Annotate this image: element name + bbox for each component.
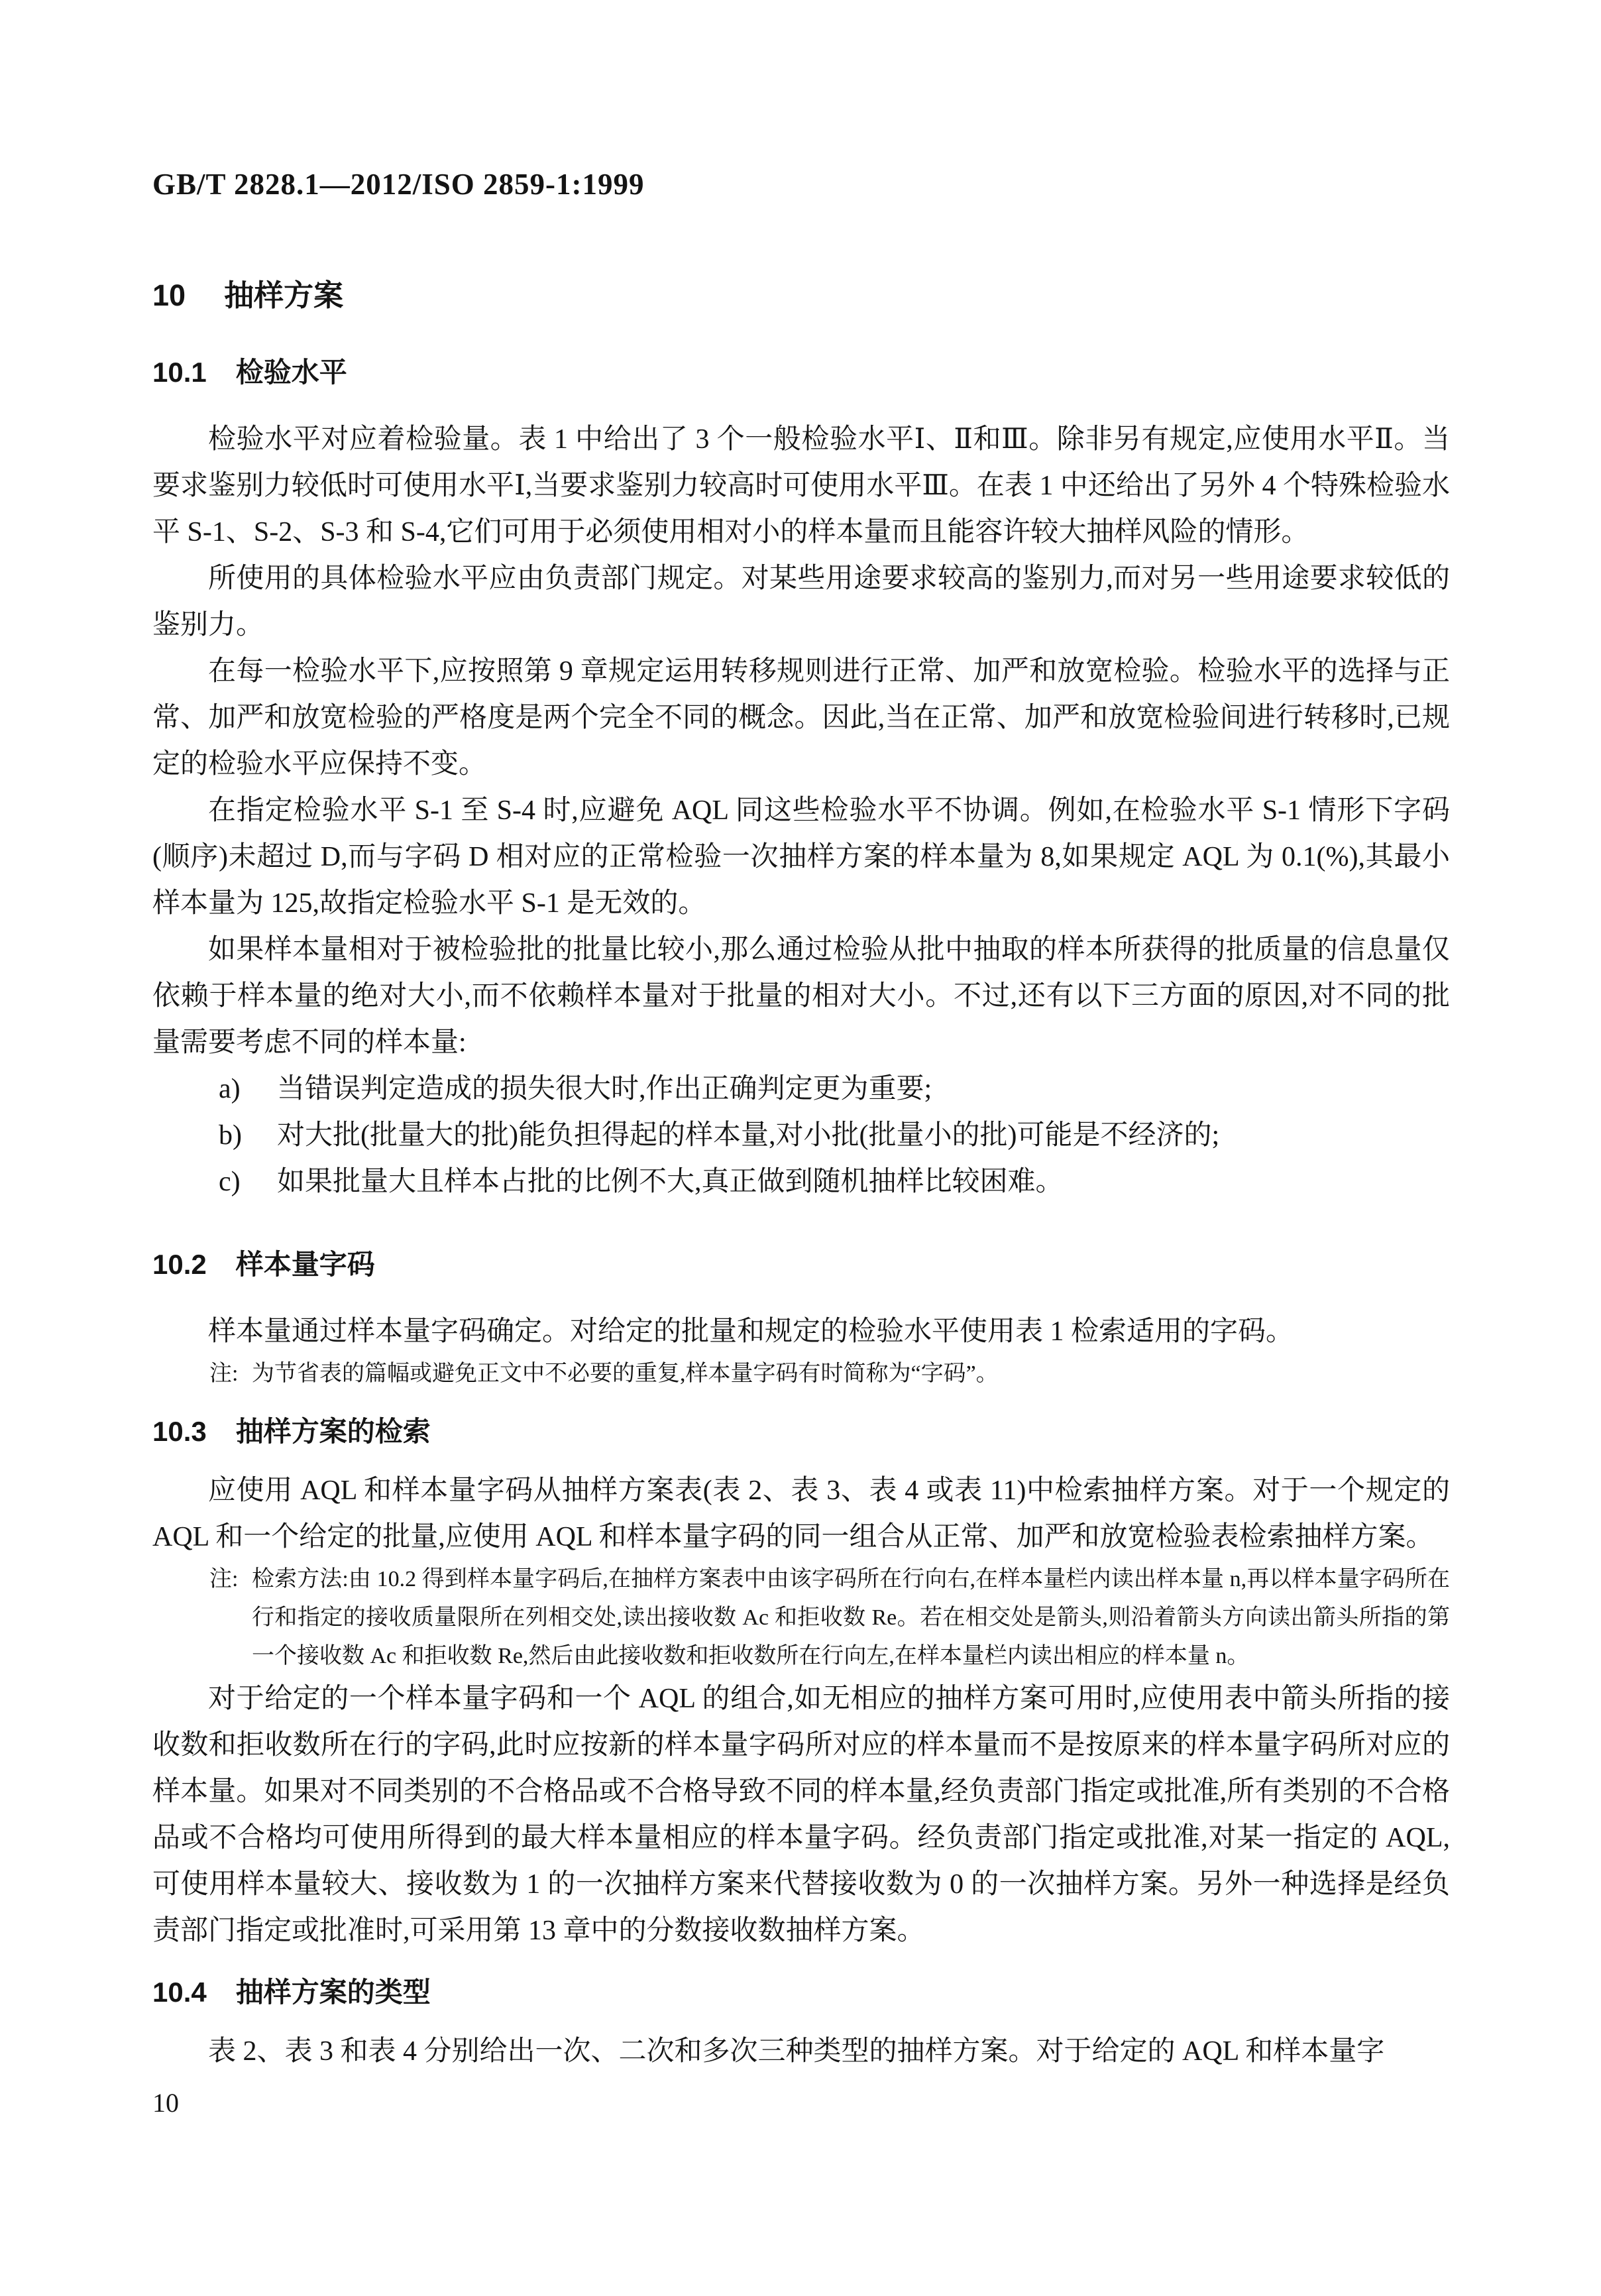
section-heading-10-2 xyxy=(152,1247,1450,1282)
list-item-text: 对大批(批量大的批)能负担得起的样本量,对小批(批量小的批)可能是不经济的; xyxy=(277,1120,1220,1151)
section-number: 10.1 xyxy=(152,357,207,388)
list-item xyxy=(152,1066,1450,1112)
list-item-text: 当错误判定造成的损失很大时,作出正确判定更为重要; xyxy=(277,1074,932,1104)
section-title: 检验水平 xyxy=(235,357,347,388)
running-header xyxy=(152,167,645,201)
paragraph: 在指定检验水平 S-1 至 S-4 时,应避免 AQL 同这些检验水平不协调。例如,在检验水平 S-1 情形下字码(顺序)未超过 D,而与字码 D 相对应的正常检验一次抽样方案的样本量为 8,如果规定 AQL 为 0.1(%),其最小样本量为 125,故指定检验水平 S-1 是无效的。 xyxy=(152,795,1450,919)
list-item xyxy=(152,1159,1450,1205)
reason-list xyxy=(152,1066,1450,1205)
paragraph: 所使用的具体检验水平应由负责部门规定。对某些用途要求较高的鉴别力,而对另一些用途要求较低的鉴别力。 xyxy=(152,563,1450,640)
note-text: 检索方法:由 10.2 得到样本量字码后,在抽样方案表中由该字码所在行向右,在样本量栏内读出样本量 n,再以样本量字码所在行和指定的接收质量限所在列相交处,读出接收数 Ac 和拒收数 Re。若在相交处是箭头,则沿着箭头方向读出箭头所指的第一个接收数 Ac 和拒收数 Re,然后由此接收数和拒收数所在行向左,在样本量栏内读出相应的样本量 n。 xyxy=(252,1567,1450,1668)
section-heading-10-4 xyxy=(152,1975,1450,2010)
list-item xyxy=(152,1112,1450,1159)
page-number: 10 xyxy=(152,2088,179,2118)
paragraph: 表 2、表 3 和表 4 分别给出一次、二次和多次三种类型的抽样方案。对于给定的 AQL 和样本量字 xyxy=(208,2036,1385,2067)
note-label: 注: xyxy=(209,1567,239,1591)
list-item-label: b) xyxy=(219,1120,242,1151)
chapter-title: 抽样方案 xyxy=(224,278,344,312)
section-heading-10-3 xyxy=(152,1414,1450,1449)
paragraph: 在每一检验水平下,应按照第 9 章规定运用转移规则进行正常、加严和放宽检验。检验水平的选择与正常、加严和放宽检验的严格度是两个完全不同的概念。因此,当在正常、加严和放宽检验间进行转移时,已规定的检验水平应保持不变。 xyxy=(152,656,1450,779)
note xyxy=(152,1355,1450,1393)
list-item-text: 如果批量大且样本占批的比例不大,真正做到随机抽样比较困难。 xyxy=(277,1167,1064,1197)
section-number: 10.2 xyxy=(152,1249,207,1280)
chapter-number: 10 xyxy=(152,278,186,312)
section-title: 抽样方案的类型 xyxy=(235,1977,431,2008)
paragraph: 如果样本量相对于被检验批的批量比较小,那么通过检验从批中抽取的样本所获得的批质量的信息量仅依赖于样本量的绝对大小,而不依赖样本量对于批量的相对大小。不过,还有以下三方面的原因,对不同的批量需要考虑不同的样本量: xyxy=(152,935,1450,1058)
page-content xyxy=(152,200,1450,2120)
note xyxy=(152,1560,1450,1676)
section-title: 样本量字码 xyxy=(235,1249,375,1280)
note-text: 为节省表的篇幅或避免正文中不必要的重复,样本量字码有时简称为“字码”。 xyxy=(252,1361,999,1386)
section-heading-10-1 xyxy=(152,355,1450,390)
paragraph: 样本量通过样本量字码确定。对给定的批量和规定的检验水平使用表 1 检索适用的字码。 xyxy=(208,1316,1294,1347)
section-title: 抽样方案的检索 xyxy=(235,1416,431,1447)
paragraph: 对于给定的一个样本量字码和一个 AQL 的组合,如无相应的抽样方案可用时,应使用表中箭头所指的接收数和拒收数所在行的字码,此时应按新的样本量字码所对应的样本量而不是按原来的样本量字码所对应的样本量。如果对不同类别的不合格品或不合格导致不同的样本量,经负责部门指定或批准,所有类别的不合格品或不合格均可使用所得到的最大样本量相应的样本量字码。经负责部门指定或批准,对某一指定的 AQL,可使用样本量较大、接收数为 1 的一次抽样方案来代替接收数为 0 的一次抽样方案。另外一种选择是经负责部门指定或批准时,可采用第 13 章中的分数接收数抽样方案。 xyxy=(152,1684,1450,1946)
standard-code: GB/T 2828.1—2012/ISO 2859-1:1999 xyxy=(152,168,645,201)
section-number: 10.3 xyxy=(152,1416,207,1447)
note-label: 注: xyxy=(209,1361,239,1386)
paragraph: 应使用 AQL 和样本量字码从抽样方案表(表 2、表 3、表 4 或表 11)中检索抽样方案。对于一个规定的 AQL 和一个给定的批量,应使用 AQL 和样本量字码的同一组合从正常、加严和放宽检验表检索抽样方案。 xyxy=(152,1475,1450,1552)
paragraph: 检验水平对应着检验量。表 1 中给出了 3 个一般检验水平Ⅰ、Ⅱ和Ⅲ。除非另有规定,应使用水平Ⅱ。当要求鉴别力较低时可使用水平Ⅰ,当要求鉴别力较高时可使用水平Ⅲ。在表 1 中还给出了另外 4 个特殊检验水平 S-1、S-2、S-3 和 S-4,它们可用于必须使用相对小的样本量而且能容许较大抽样风险的情形。 xyxy=(152,424,1450,547)
list-item-label: a) xyxy=(219,1074,241,1104)
chapter-heading xyxy=(152,278,1450,313)
section-number: 10.4 xyxy=(152,1977,207,2008)
list-item-label: c) xyxy=(219,1167,241,1197)
